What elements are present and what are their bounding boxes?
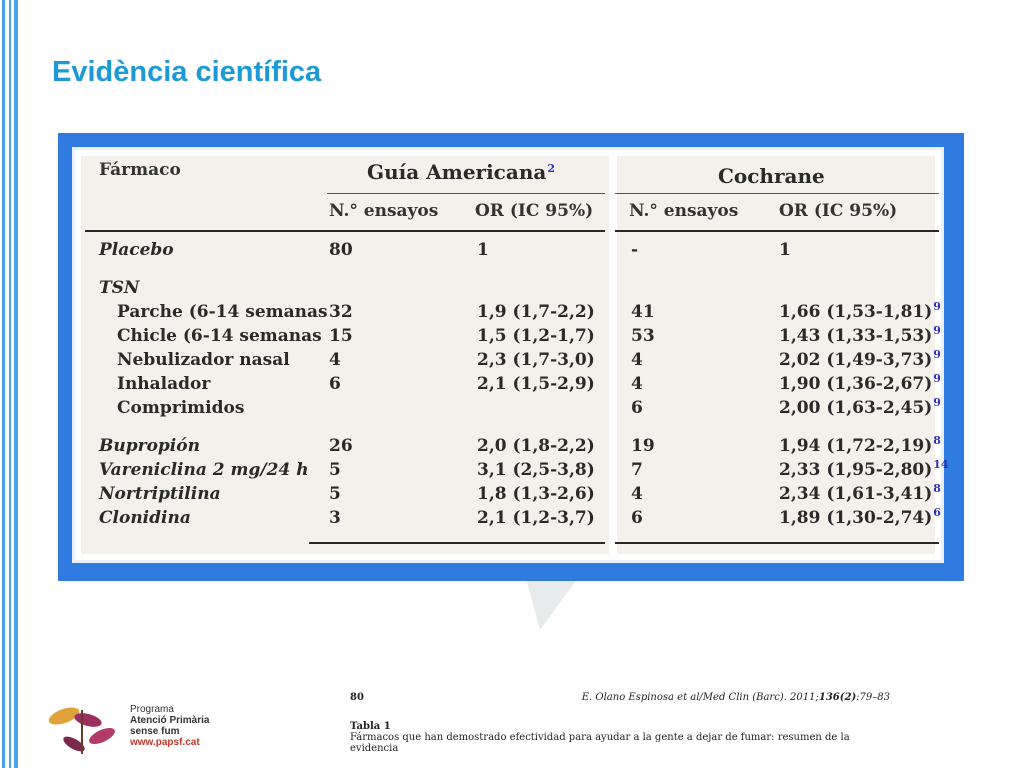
row-or-cochrane-value: 1,90 (1,36-2,67) <box>779 374 933 394</box>
row-or-cochrane <box>779 350 941 370</box>
logo-line: Programa <box>130 704 174 715</box>
row-drug-name: Chicle (6-14 semanas <box>117 326 322 346</box>
row-or-cochrane <box>779 302 941 322</box>
row-or-cochrane-ref: 8 <box>933 434 941 447</box>
row-or-cochrane-ref: 6 <box>933 506 941 519</box>
row-drug-name: TSN <box>99 278 140 298</box>
logo-line: Atenció Primària <box>130 715 210 726</box>
row-or-american: 2,3 (1,7-3,0) <box>477 350 595 370</box>
row-or-american: 1,9 (1,7-2,2) <box>477 302 595 322</box>
citation-ref-bold: 136(2) <box>818 692 857 703</box>
logo-url: www.papsf.cat <box>130 737 200 748</box>
row-trials-american: 5 <box>329 484 341 504</box>
row-trials-cochrane: 4 <box>631 374 643 394</box>
row-trials-american: 32 <box>329 302 353 322</box>
header-rule <box>327 193 605 194</box>
table-image-frame <box>58 133 964 581</box>
evidence-table <box>81 156 949 554</box>
rail-stripe <box>9 0 11 768</box>
row-drug-name: Clonidina <box>99 508 191 528</box>
row-or-cochrane-value: 1 <box>779 240 791 260</box>
row-or-cochrane <box>779 240 792 260</box>
left-rail <box>0 0 18 768</box>
header-bottom-rule <box>615 230 939 232</box>
rail-stripe <box>14 0 18 768</box>
row-or-american: 3,1 (2,5-3,8) <box>477 460 595 480</box>
row-trials-cochrane: - <box>631 240 639 260</box>
row-trials-cochrane: 6 <box>631 398 643 418</box>
row-trials-cochrane: 7 <box>631 460 643 480</box>
row-or-cochrane-ref: 9 <box>933 396 941 409</box>
row-or-cochrane-value: 1,66 (1,53-1,81) <box>779 302 933 322</box>
papsf-logo <box>44 700 234 756</box>
row-trials-american: 4 <box>329 350 341 370</box>
slide-title: Evidència científica <box>52 56 322 88</box>
row-drug-name: Inhalador <box>117 374 211 394</box>
row-or-cochrane-ref: 9 <box>933 300 941 313</box>
citation-reference <box>582 692 890 703</box>
row-or-american: 1,8 (1,3-2,6) <box>477 484 595 504</box>
row-or-cochrane-ref: 14 <box>933 458 949 471</box>
row-or-cochrane-value: 1,89 (1,30-2,74) <box>779 508 933 528</box>
header-or-cochrane: OR (IC 95%) <box>779 201 898 221</box>
logo-text <box>130 704 209 748</box>
table-bottom-rule <box>309 542 605 544</box>
flower-logo-icon <box>44 700 128 756</box>
row-drug-name: Vareniclina 2 mg/24 h <box>99 460 309 480</box>
citation-table-label: Tabla 1 <box>350 721 391 732</box>
citation-page: 80 <box>350 692 364 703</box>
row-or-cochrane-ref: 9 <box>933 372 941 385</box>
row-or-cochrane <box>779 326 941 346</box>
row-or-cochrane <box>779 278 780 298</box>
row-trials-cochrane: 4 <box>631 350 643 370</box>
row-trials-american: 15 <box>329 326 353 346</box>
row-drug-name: Parche (6-14 semanas <box>117 302 328 322</box>
citation-ref-post: :79–83 <box>856 692 890 703</box>
row-or-cochrane <box>779 398 941 418</box>
table-bottom-rule <box>615 542 939 544</box>
row-or-american: 2,1 (1,5-2,9) <box>477 374 595 394</box>
column-gap <box>609 156 617 554</box>
rail-stripe <box>2 0 5 768</box>
row-trials-american: 80 <box>329 240 353 260</box>
row-trials-cochrane: 19 <box>631 436 655 456</box>
row-or-american: 2,1 (1,2-3,7) <box>477 508 595 528</box>
row-or-cochrane <box>779 436 941 456</box>
header-group-american-ref: 2 <box>547 162 555 175</box>
row-drug-name: Nebulizador nasal <box>117 350 290 370</box>
row-or-cochrane-value: 2,33 (1,95-2,80) <box>779 460 933 480</box>
row-or-cochrane-value: 2,02 (1,49-3,73) <box>779 350 933 370</box>
row-or-cochrane-value: 2,34 (1,61-3,41) <box>779 484 933 504</box>
row-drug-name: Nortriptilina <box>99 484 221 504</box>
row-or-american: 2,0 (1,8-2,2) <box>477 436 595 456</box>
row-trials-american: 26 <box>329 436 353 456</box>
header-group-cochrane: Cochrane <box>718 164 825 188</box>
header-or-american: OR (IC 95%) <box>475 201 594 221</box>
row-trials-cochrane: 4 <box>631 484 643 504</box>
row-or-cochrane-ref: 9 <box>933 348 941 361</box>
row-trials-american: 6 <box>329 374 341 394</box>
header-trials-american: N.° ensayos <box>329 201 439 221</box>
row-or-cochrane-value: 1,43 (1,33-1,53) <box>779 326 933 346</box>
citation <box>350 692 890 754</box>
row-or-american: 1,5 (1,2-1,7) <box>477 326 595 346</box>
citation-caption: Fármacos que han demostrado efectividad para ayudar a la gente a dejar de fumar: resumen de la evidencia <box>350 732 850 754</box>
header-trials-cochrane: N.° ensayos <box>629 201 739 221</box>
row-drug-name: Comprimidos <box>117 398 245 418</box>
row-or-cochrane-value: 1,94 (1,72-2,19) <box>779 436 933 456</box>
header-group-american-label: Guía Americana <box>367 160 547 184</box>
row-or-cochrane-ref: 8 <box>933 482 941 495</box>
row-or-cochrane <box>779 374 941 394</box>
row-or-cochrane-ref: 9 <box>933 324 941 337</box>
header-farmaco: Fármaco <box>99 160 181 180</box>
citation-ref-pre: E. Olano Espinosa et al/Med Clin (Barc). 2011; <box>581 692 819 703</box>
row-trials-american: 3 <box>329 508 341 528</box>
header-rule <box>615 193 939 194</box>
header-bottom-rule <box>85 230 605 232</box>
row-trials-cochrane: 41 <box>631 302 655 322</box>
table-image-border <box>72 147 949 563</box>
row-or-cochrane <box>779 508 941 528</box>
row-drug-name: Placebo <box>99 240 174 260</box>
row-drug-name: Bupropión <box>99 436 200 456</box>
header-group-american <box>367 160 555 184</box>
row-trials-cochrane: 53 <box>631 326 655 346</box>
row-trials-american: 5 <box>329 460 341 480</box>
row-or-cochrane-value: 2,00 (1,63-2,45) <box>779 398 933 418</box>
row-or-cochrane <box>779 460 949 480</box>
row-trials-cochrane: 6 <box>631 508 643 528</box>
row-or-american: 1 <box>477 240 489 260</box>
row-or-cochrane <box>779 484 941 504</box>
logo-line: sense fum <box>130 726 180 737</box>
